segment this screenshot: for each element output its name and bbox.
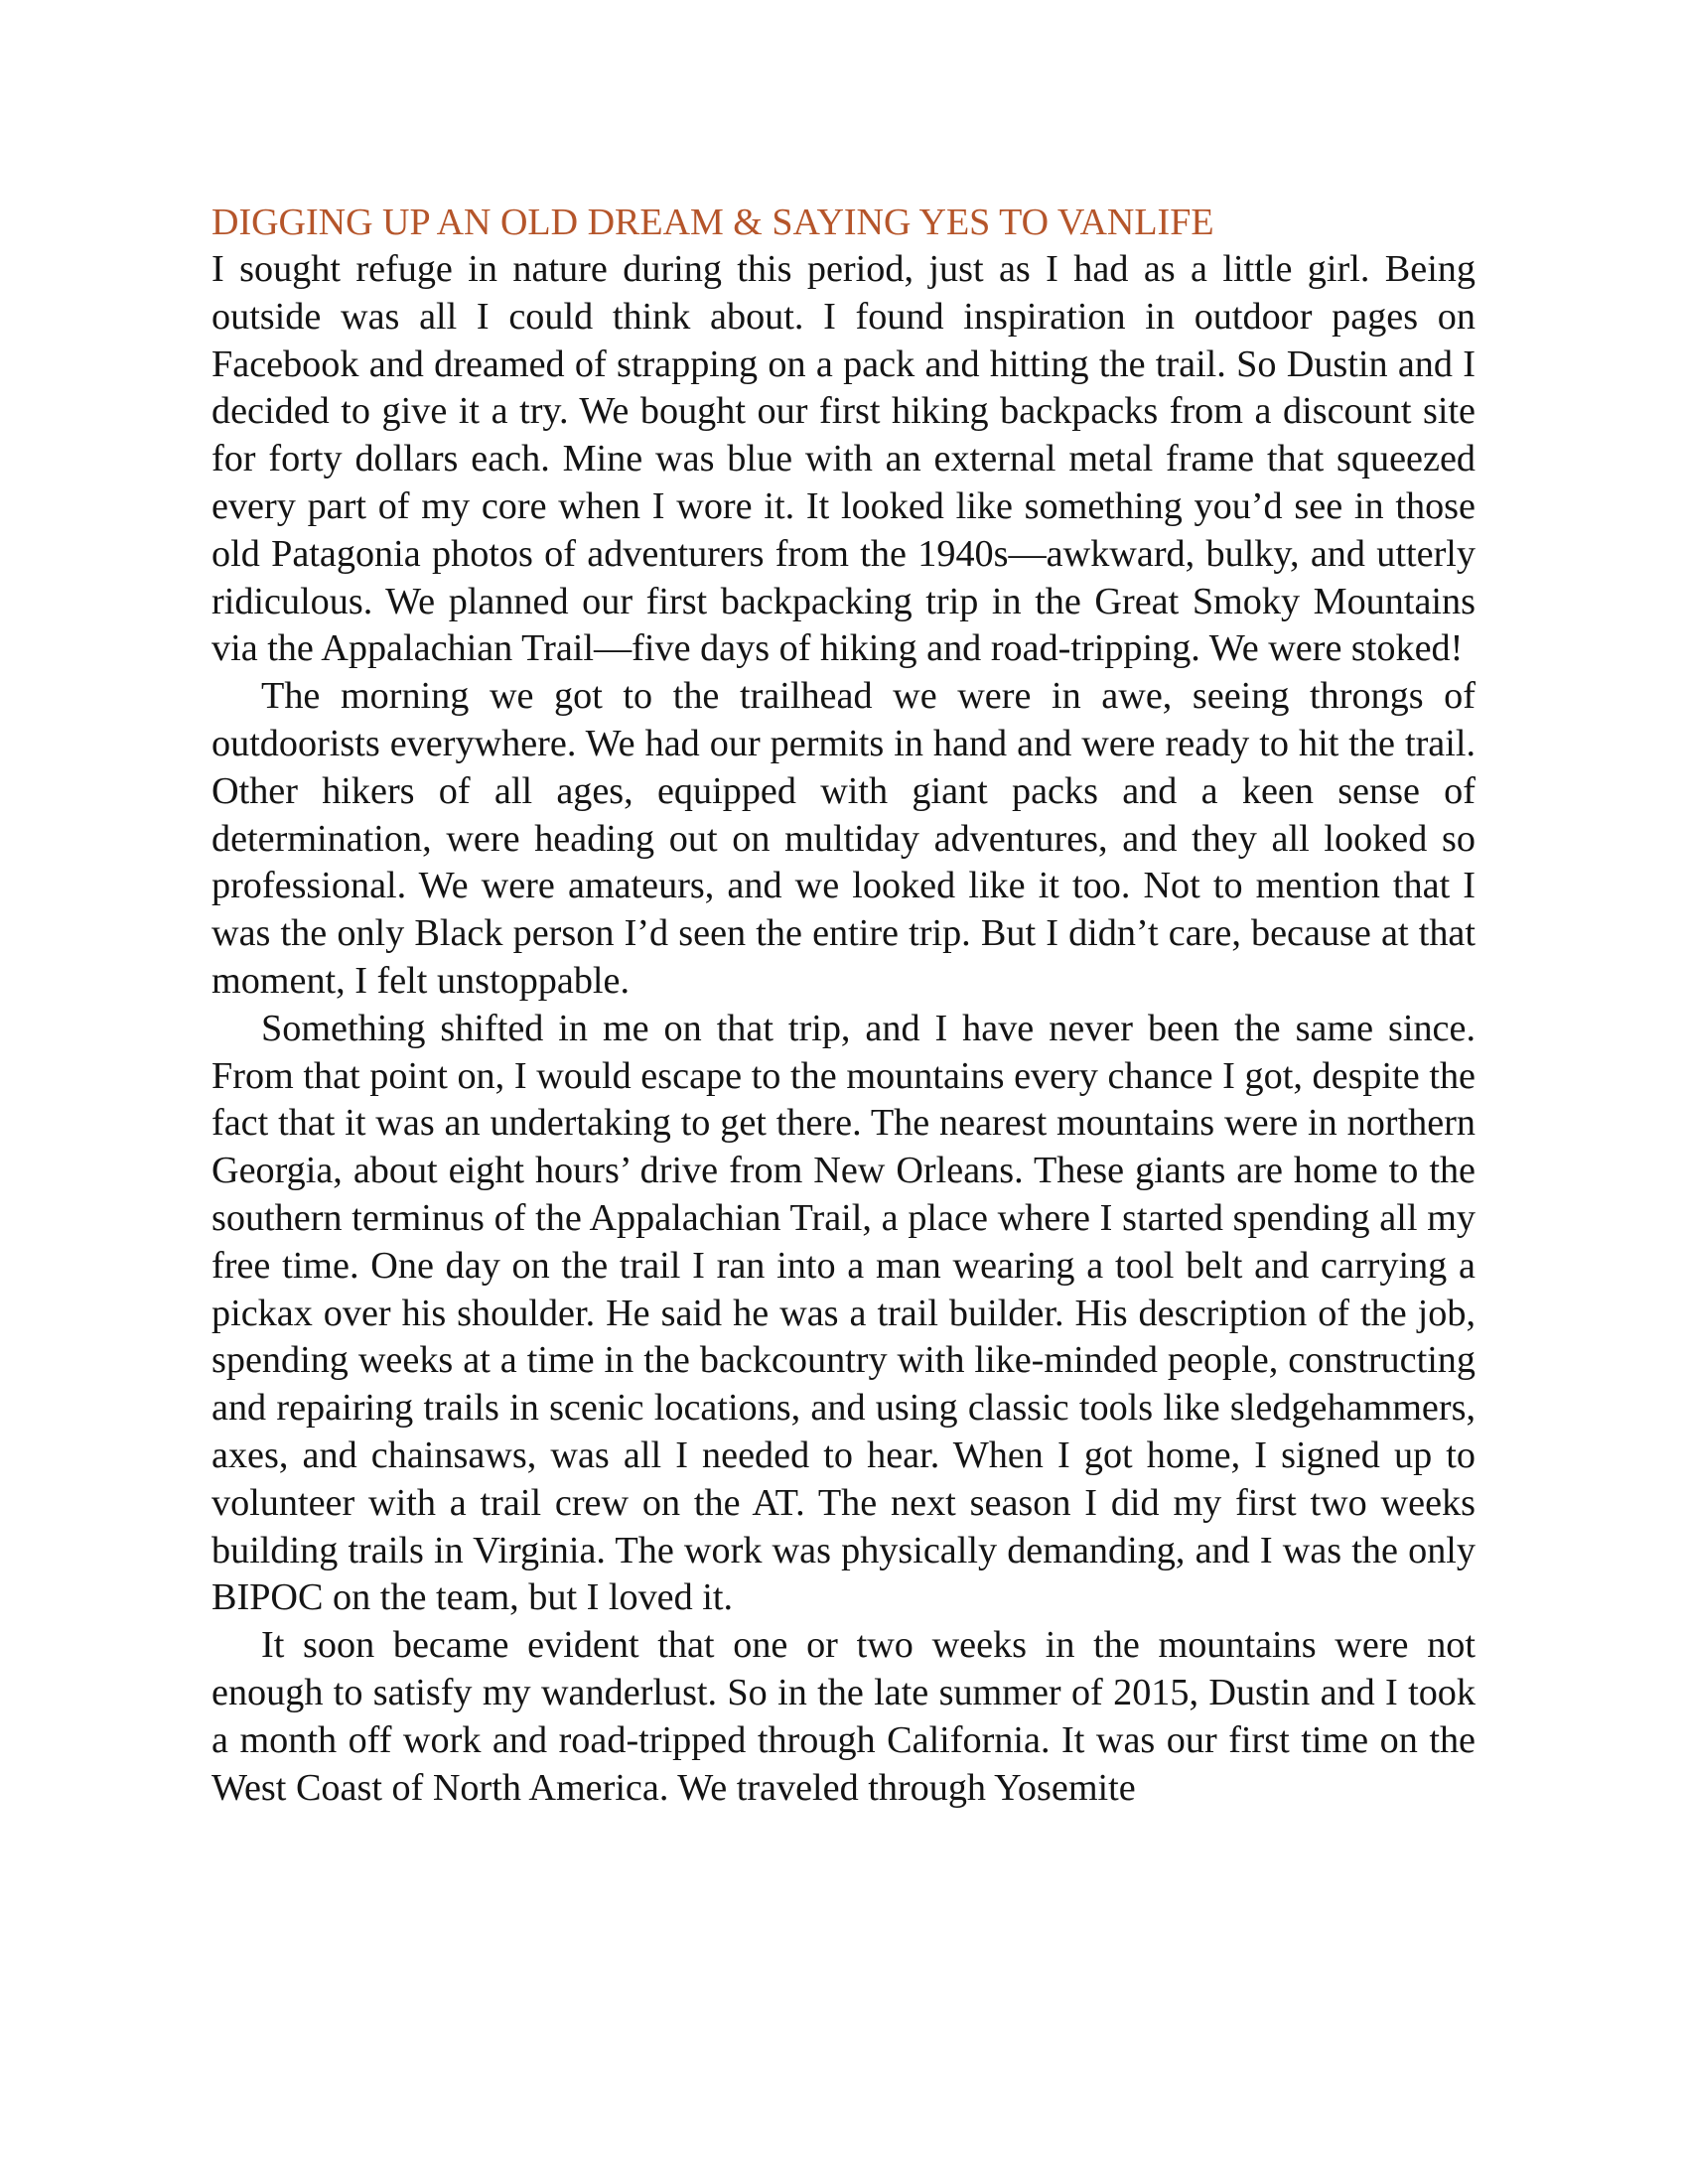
paragraph-2: The morning we got to the trailhead we were in awe, seeing throngs of outdoorists everywhere. We had our permits in hand and were ready to hit the trail. Other hikers of all ages, equipped with giant packs and a keen sense of determination, were heading out on multiday adventures, and they all looked so professional. We were amateurs, and we looked like it too. Not to mention that I was the only Black person I’d seen the entire trip. But I didn’t care, because at that moment, I felt unstoppable. bbox=[211, 675, 1476, 1002]
paragraph-4: It soon became evident that one or two weeks in the mountains were not enough to satisfy my wanderlust. So in the late summer of 2015, Dustin and I took a month off work and road-tripped through California. It was our first time on the West Coast of North America. We traveled through Yosemite bbox=[211, 1624, 1476, 1809]
section-heading: DIGGING UP AN OLD DREAM & SAYING YES TO VANLIFE bbox=[211, 202, 1214, 243]
paragraph-3: Something shifted in me on that trip, and I have never been the same since. From that point on, I would escape to the mountains every chance I got, despite the fact that it was an undertaking to get there. The nearest mountains were in northern Georgia, about eight hours’ drive from New Orleans. These giants are home to the southern terminus of the Appalachian Trail, a place where I started spending all my free time. One day on the trail I ran into a man wearing a tool belt and carrying a pickax over his shoulder. He said he was a trail builder. His description of the job, spending weeks at a time in the backcountry with like-minded people, constructing and repairing trails in scenic locations, and using classic tools like sledgehammers, axes, and chainsaws, was all I needed to hear. When I got home, I signed up to volunteer with a trail crew on the AT. The next season I did my first two weeks building trails in Virginia. The work was physically demanding, and I was the only BIPOC on the team, but I loved it. bbox=[211, 1007, 1476, 1619]
page-body bbox=[211, 199, 1476, 1812]
paragraph-1: I sought refuge in nature during this period, just as I had as a little girl. Being outside was all I could think about. I found inspiration in outdoor pages on Facebook and dreamed of strapping on a pack and hitting the trail. So Dustin and I decided to give it a try. We bought our first hiking backpacks from a discount site for forty dollars each. Mine was blue with an external metal frame that squeezed every part of my core when I wore it. It looked like something you’d see in those old Patagonia photos of adventurers from the 1940s—awkward, bulky, and utterly ridiculous. We planned our first backpacking trip in the Great Smoky Mountains via the Appalachian Trail—five days of hiking and road-tripping. We were stoked! bbox=[211, 248, 1476, 670]
